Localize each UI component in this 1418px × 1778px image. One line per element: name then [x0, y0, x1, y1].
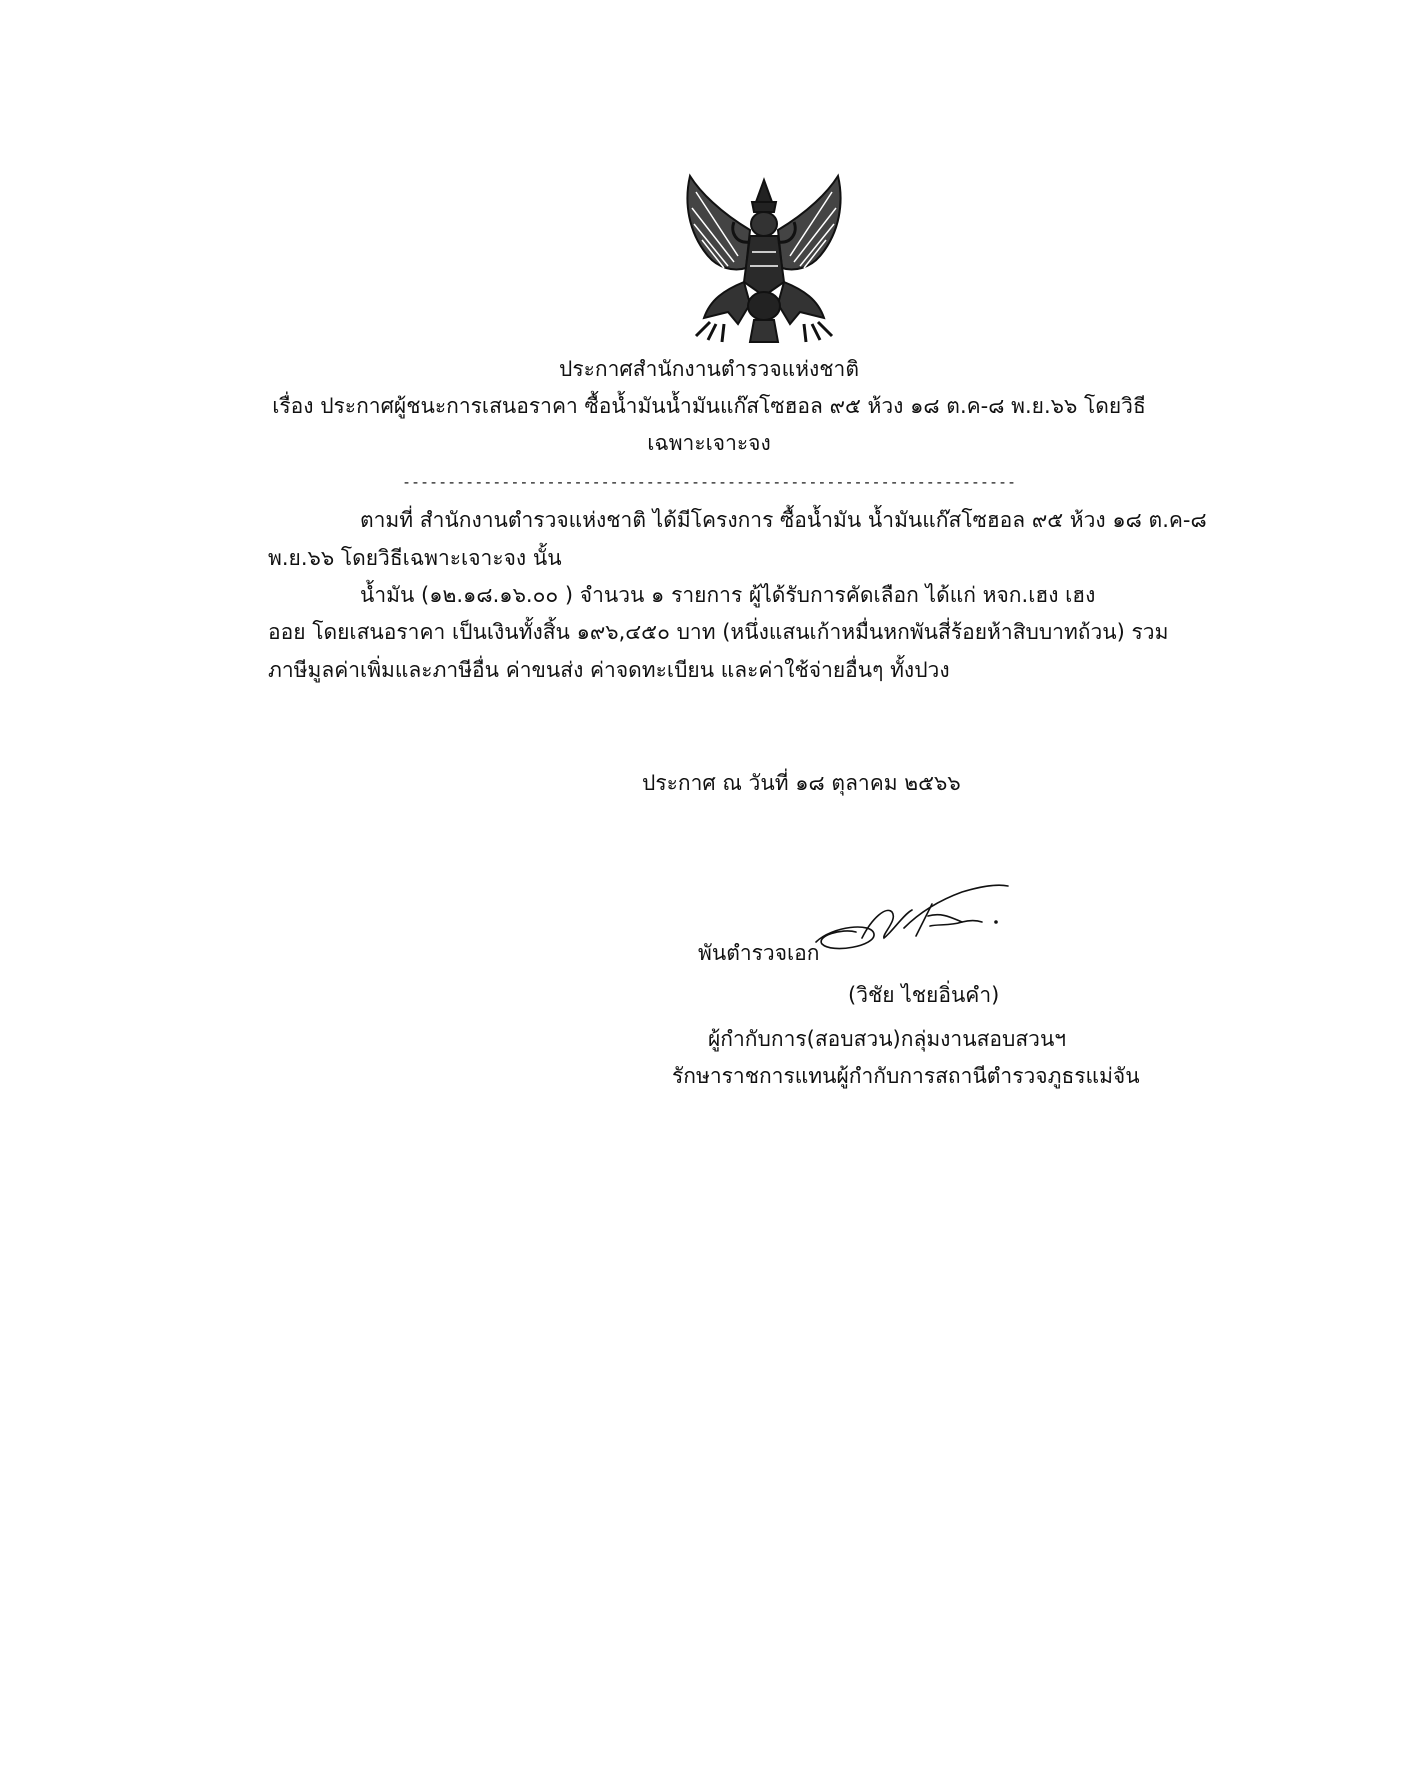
subject-line-2: เฉพาะเจาะจง — [647, 431, 771, 455]
subject-line-1: เรื่อง ประกาศผู้ชนะการเสนอราคา ซื้อน้ำมันน้ำมันแก๊สโซฮอล ๙๕ ห้วง ๑๘ ต.ค-๘ พ.ย.๖๖ โดยวิธี — [272, 394, 1146, 418]
separator-line: -------------------------------------------------------------------- — [401, 473, 1017, 491]
signer-rank: พันตำรวจเอก — [698, 941, 820, 965]
announcement-date: ประกาศ ณ วันที่ ๑๘ ตุลาคม ๒๕๖๖ — [642, 771, 961, 795]
paragraph-1-line-2: พ.ย.๖๖ โดยวิธีเฉพาะเจาะจง นั้น — [268, 546, 562, 570]
garuda-emblem-icon — [680, 172, 848, 348]
signer-position-2: รักษาราชการแทนผู้กำกับการสถานีตำรวจภูธรแม่จัน — [672, 1064, 1140, 1088]
paragraph-2-line-2: ออย โดยเสนอราคา เป็นเงินทั้งสิ้น ๑๙๖,๔๕๐ บาท (หนึ่งแสนเก้าหมื่นหกพันสี่ร้อยห้าสิบบาทถ้วน) รวม — [268, 620, 1169, 644]
signer-position-1: ผู้กำกับการ(สอบสวน)กลุ่มงานสอบสวนฯ — [708, 1027, 1067, 1051]
signer-name: (วิชัย ไชยอิ่นคำ) — [848, 983, 1000, 1007]
paragraph-2-line-3: ภาษีมูลค่าเพิ่มและภาษีอื่น ค่าขนส่ง ค่าจดทะเบียน และค่าใช้จ่ายอื่นๆ ทั้งปวง — [268, 658, 950, 682]
handwritten-signature — [812, 882, 1022, 962]
paragraph-2-line-1: น้ำมัน (๑๒.๑๘.๑๖.๐๐ ) จำนวน ๑ รายการ ผู้ได้รับการคัดเลือก ได้แก่ หจก.เฮง เฮง — [360, 583, 1096, 607]
paragraph-1-line-1: ตามที่ สำนักงานตำรวจแห่งชาติ ได้มีโครงการ ซื้อน้ำมัน น้ำมันแก๊สโซฮอล ๙๕ ห้วง ๑๘ ต.ค-๘ — [360, 508, 1207, 532]
document-title: ประกาศสำนักงานตำรวจแห่งชาติ — [559, 357, 859, 381]
